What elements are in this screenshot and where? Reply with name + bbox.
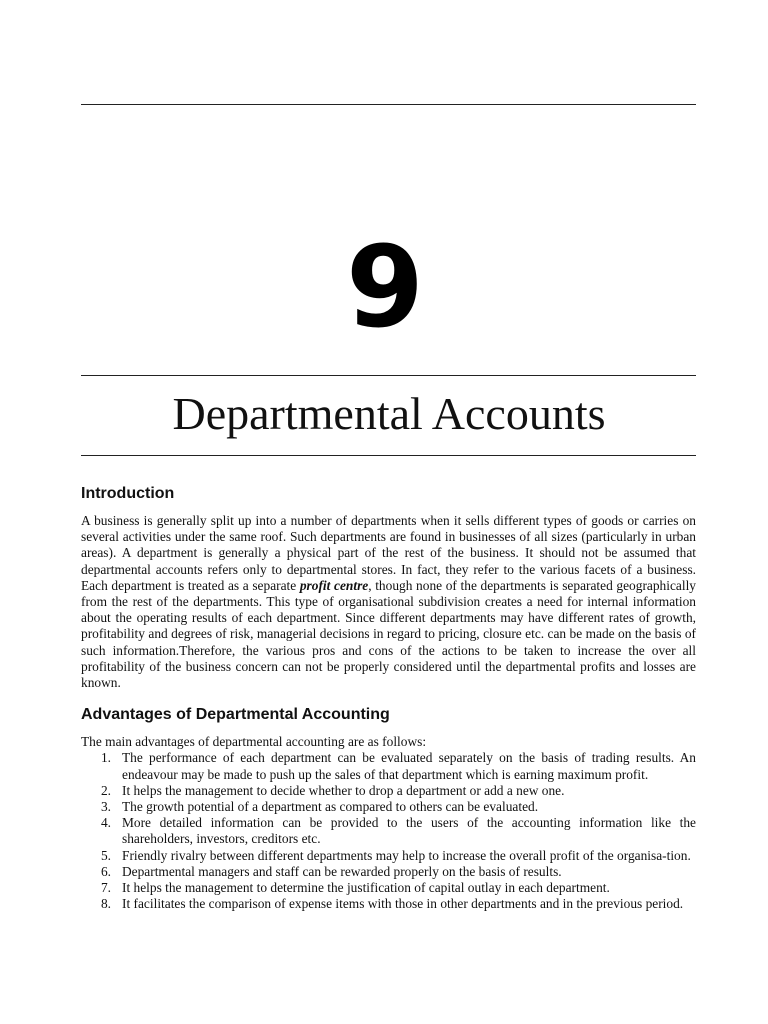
introduction-paragraph [81, 513, 696, 691]
advantages-heading: Advantages of Departmental Accounting [81, 706, 390, 724]
list-item [81, 880, 696, 896]
list-item [81, 815, 696, 847]
list-item-text: It helps the management to determine the justification of capital outlay in each department. [122, 880, 610, 896]
chapter-number: 9 [346, 223, 422, 353]
chapter-body [81, 484, 696, 912]
list-item-text: The growth potential of a department as compared to others can be evaluated. [122, 799, 539, 815]
introduction-heading: Introduction [81, 485, 175, 502]
list-item [81, 799, 696, 815]
list-item-number: 7. [100, 880, 111, 896]
list-item [81, 864, 696, 880]
introduction-text-part-2: , though none of the departments is separated geographically from the rest of the departments. This type of organisational subdivision creates a need for internal information about the operating results of each department. Since different departments may have different rates of growth, profitability and degrees of risk, managerial decisions in regard to pricing, closure etc. can be made on the basis of such information.Therefore, the various pros and cons of the actions to be taken to increase the over all profitability of the business concern can not be properly considered until the departmental profits and losses are known. [81, 577, 696, 691]
advantages-list [81, 750, 696, 912]
list-item [81, 896, 696, 912]
list-item-number: 1. [100, 750, 111, 766]
title-top-rule [81, 375, 696, 376]
list-item-text: It helps the management to decide whether to drop a department or add a new one. [122, 782, 565, 798]
top-rule [81, 104, 696, 105]
list-item-text: It facilitates the comparison of expense items with those in other departments and in the previous period. [122, 896, 684, 912]
list-item [81, 783, 696, 799]
list-item-text: More detailed information can be provided to the users of the accounting information like the shareholders, investors, creditors etc. [122, 815, 696, 847]
list-item [81, 848, 696, 864]
introduction-text-part-1: A business is generally split up into a number of departments when it sells different types of goods or carries on several activities under the same roof. Such departments are found in businesses of all sizes (particularly in urban areas). A department is generally a physical part of the rest of the business. It should not be assumed that departmental accounts refers only to departmental stores. In fact, they refer to the various facets of a business. Each department is treated as a separate [81, 513, 696, 593]
list-item-number: 8. [100, 896, 111, 912]
list-item-number: 5. [100, 847, 111, 863]
list-item-text: Friendly rivalry between different departments may help to increase the overall profit of the organisa-tion. [122, 847, 691, 863]
list-item-number: 6. [100, 863, 111, 879]
introduction-emphasis: profit centre [299, 577, 369, 593]
list-item-text: Departmental managers and staff can be rewarded properly on the basis of results. [122, 863, 562, 879]
chapter-title: Departmental Accounts [172, 388, 606, 439]
list-item [81, 750, 696, 782]
list-item-number: 4. [100, 815, 111, 831]
list-item-text: The performance of each department can be evaluated separately on the basis of trading results. An endeavour may be made to push up the sales of that department which is earning maximum profit. [122, 750, 696, 782]
title-bottom-rule [81, 455, 696, 456]
list-item-number: 2. [100, 782, 111, 798]
advantages-intro: The main advantages of departmental accounting are as follows: [81, 734, 427, 750]
list-item-number: 3. [100, 799, 111, 815]
